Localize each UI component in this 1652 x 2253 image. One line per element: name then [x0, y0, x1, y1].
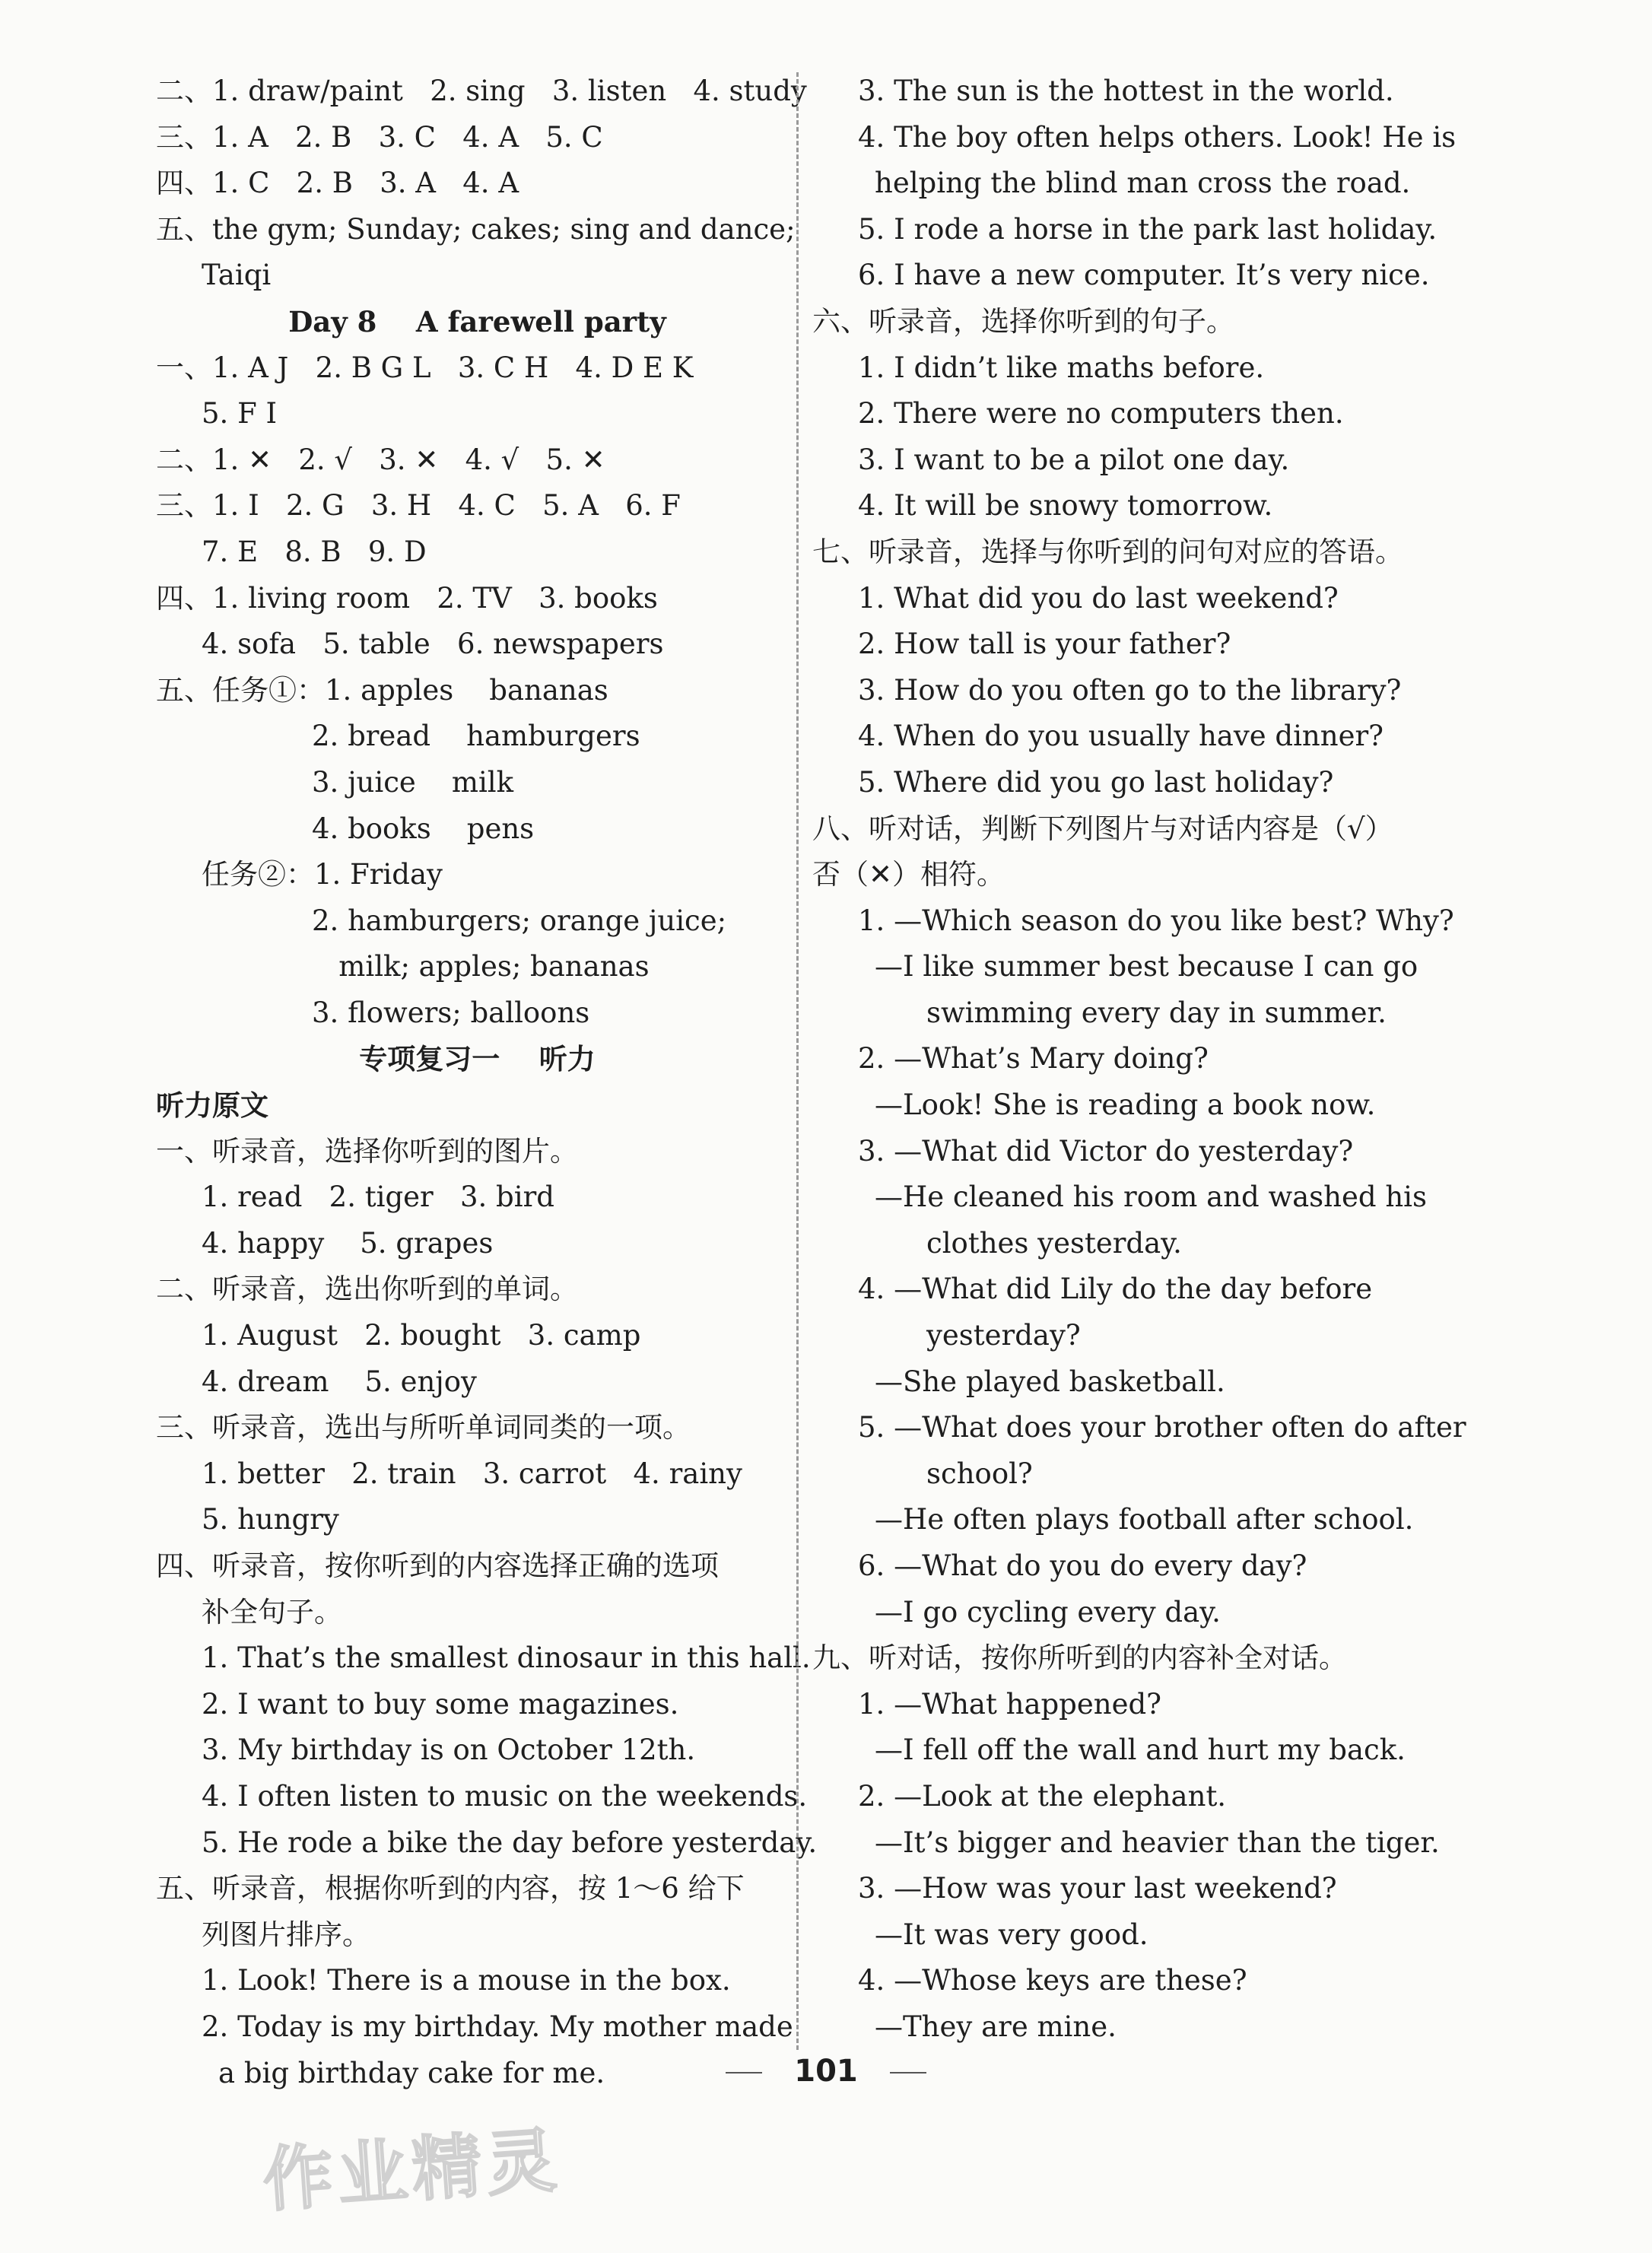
footer-dash-left	[726, 2072, 762, 2073]
text-line: yesterday?	[926, 1319, 1081, 1352]
text-line: —It’s bigger and heavier than the tiger.	[875, 1826, 1440, 1859]
text-line: Taiqi	[202, 259, 272, 292]
text-line: clothes yesterday.	[926, 1226, 1182, 1260]
text-line: 4. —Whose keys are these?	[858, 1964, 1247, 1997]
column-divider	[796, 72, 799, 2050]
text-line: 5. He rode a bike the day before yesterday.	[202, 1826, 818, 1859]
text-line: —I fell off the wall and hurt my back.	[875, 1733, 1406, 1767]
text-line: 一、听录音，选择你听到的图片。	[156, 1134, 578, 1168]
text-line: —They are mine.	[875, 2010, 1117, 2043]
text-line: 1. —Which season do you like best? Why?	[858, 904, 1454, 937]
text-line: 4. happy 5. grapes	[202, 1226, 494, 1260]
text-line: 3. The sun is the hottest in the world.	[858, 75, 1394, 107]
text-line: 任务②：1. Friday	[202, 858, 443, 891]
text-line: 1. I didn’t like maths before.	[858, 351, 1265, 384]
text-line: 5. hungry	[202, 1503, 339, 1536]
text-line: 二、1. draw/paint 2. sing 3. listen 4. study	[156, 75, 807, 107]
text-line: 2. Today is my birthday. My mother made	[202, 2010, 793, 2043]
text-line: helping the blind man cross the road.	[875, 167, 1411, 200]
text-line: 1. read 2. tiger 3. bird	[202, 1181, 554, 1214]
text-line: 六、听录音，选择你听到的句子。	[812, 304, 1234, 338]
text-line: 7. E 8. B 9. D	[202, 535, 427, 568]
text-line: 补全句子。	[202, 1595, 342, 1629]
text-line: 四、听录音，按你听到的内容选择正确的选项	[156, 1549, 719, 1582]
text-line: 2. bread hamburgers	[312, 720, 640, 753]
text-line: 九、听对话，按你所听到的内容补全对话。	[812, 1641, 1347, 1675]
text-line: 3. —What did Victor do yesterday?	[858, 1134, 1354, 1168]
text-line: —He cleaned his room and washed his	[875, 1181, 1427, 1214]
text-line: 四、1. living room 2. TV 3. books	[156, 581, 658, 615]
text-line: —It was very good.	[875, 1918, 1148, 1951]
text-line: 1. August 2. bought 3. camp	[202, 1319, 641, 1352]
text-line: 2. I want to buy some magazines.	[202, 1687, 679, 1721]
text-line: 1. Look! There is a mouse in the box.	[202, 1964, 731, 1997]
text-line: 3. juice milk	[312, 765, 514, 799]
text-line: 1. —What happened?	[858, 1687, 1162, 1721]
page-number: 101	[794, 2054, 858, 2089]
text-line: 4. —What did Lily do the day before	[858, 1273, 1373, 1306]
left-column	[156, 68, 818, 2096]
text-line: —Look! She is reading a book now.	[875, 1088, 1376, 1122]
text-line: —She played basketball.	[875, 1365, 1225, 1398]
text-line: —I like summer best because I can go	[875, 950, 1418, 984]
text-line: 列图片排序。	[202, 1918, 370, 1951]
page-footer	[0, 2054, 1652, 2089]
text-line: 6. —What do you do every day?	[858, 1549, 1307, 1582]
text-line: 三、1. A 2. B 3. C 4. A 5. C	[156, 120, 603, 154]
text-line: 4. I often listen to music on the weekends.	[202, 1779, 808, 1813]
text-line: 6. I have a new computer. It’s very nice.	[858, 259, 1430, 292]
text-line: 五、听录音，根据你听到的内容，按 1～6 给下	[156, 1872, 745, 1905]
text-line: 听力原文	[156, 1088, 268, 1123]
text-line: 2. How tall is your father?	[858, 628, 1231, 661]
text-line: 七、听录音，选择与你听到的问句对应的答语。	[812, 535, 1403, 568]
text-line: a big birthday cake for me.	[218, 2056, 605, 2089]
text-line: 2. There were no computers then.	[858, 397, 1344, 431]
text-line: 3. I want to be a pilot one day.	[858, 443, 1290, 476]
text-line: 4. It will be snowy tomorrow.	[858, 489, 1273, 523]
text-line: 一、1. A J 2. B G L 3. C H 4. D E K	[156, 351, 694, 384]
text-line: 三、听录音，选出与所听单词同类的一项。	[156, 1411, 691, 1444]
right-column	[812, 68, 1482, 2051]
text-line: 3. flowers; balloons	[312, 996, 590, 1029]
text-line: 5. F I	[202, 397, 278, 431]
text-line: 2. hamburgers; orange juice;	[312, 904, 727, 937]
text-line: Day 8 A farewell party	[288, 304, 666, 338]
text-line: 5. I rode a horse in the park last holiday.	[858, 212, 1438, 246]
text-line: 2. —What’s Mary doing?	[858, 1042, 1209, 1076]
text-line: 二、1. ✕ 2. √ 3. ✕ 4. √ 5. ✕	[156, 443, 605, 476]
text-line: 1. What did you do last weekend?	[858, 581, 1339, 615]
text-line: 4. When do you usually have dinner?	[858, 720, 1384, 753]
text-line: —I go cycling every day.	[875, 1595, 1221, 1629]
text-line: 4. books pens	[312, 812, 535, 845]
text-line: 4. dream 5. enjoy	[202, 1365, 477, 1398]
text-line: 5. Where did you go last holiday?	[858, 765, 1334, 799]
text-line: 四、1. C 2. B 3. A 4. A	[156, 167, 519, 200]
text-line: 三、1. I 2. G 3. H 4. C 5. A 6. F	[156, 489, 681, 523]
text-line: 3. —How was your last weekend?	[858, 1872, 1337, 1905]
text-line: 1. better 2. train 3. carrot 4. rainy	[202, 1457, 742, 1490]
text-line: 八、听对话，判断下列图片与对话内容是（√）	[812, 812, 1393, 845]
text-line: 4. sofa 5. table 6. newspapers	[202, 628, 664, 661]
footer-dash-right	[890, 2072, 926, 2073]
text-line: 五、the gym; Sunday; cakes; sing and dance;	[156, 212, 796, 246]
text-line: 3. My birthday is on October 12th.	[202, 1733, 696, 1767]
text-line: milk; apples; bananas	[312, 950, 650, 984]
watermark-logo: 作业精灵	[260, 2119, 564, 2222]
text-line: swimming every day in summer.	[926, 996, 1387, 1029]
text-line: 专项复习一 听力	[359, 1042, 596, 1076]
text-line: 5. —What does your brother often do after	[858, 1411, 1466, 1444]
text-line: 否（✕）相符。	[812, 858, 1005, 891]
text-line: 五、任务①：1. apples bananas	[156, 673, 608, 707]
text-line: school?	[926, 1457, 1033, 1490]
text-line: 二、听录音，选出你听到的单词。	[156, 1273, 578, 1306]
text-line: 3. How do you often go to the library?	[858, 673, 1402, 707]
text-line: —He often plays football after school.	[875, 1503, 1414, 1536]
text-line: 4. The boy often helps others. Look! He is	[858, 120, 1457, 154]
text-line: 2. —Look at the elephant.	[858, 1779, 1227, 1813]
text-line: 1. That’s the smallest dinosaur in this hall.	[202, 1641, 811, 1675]
